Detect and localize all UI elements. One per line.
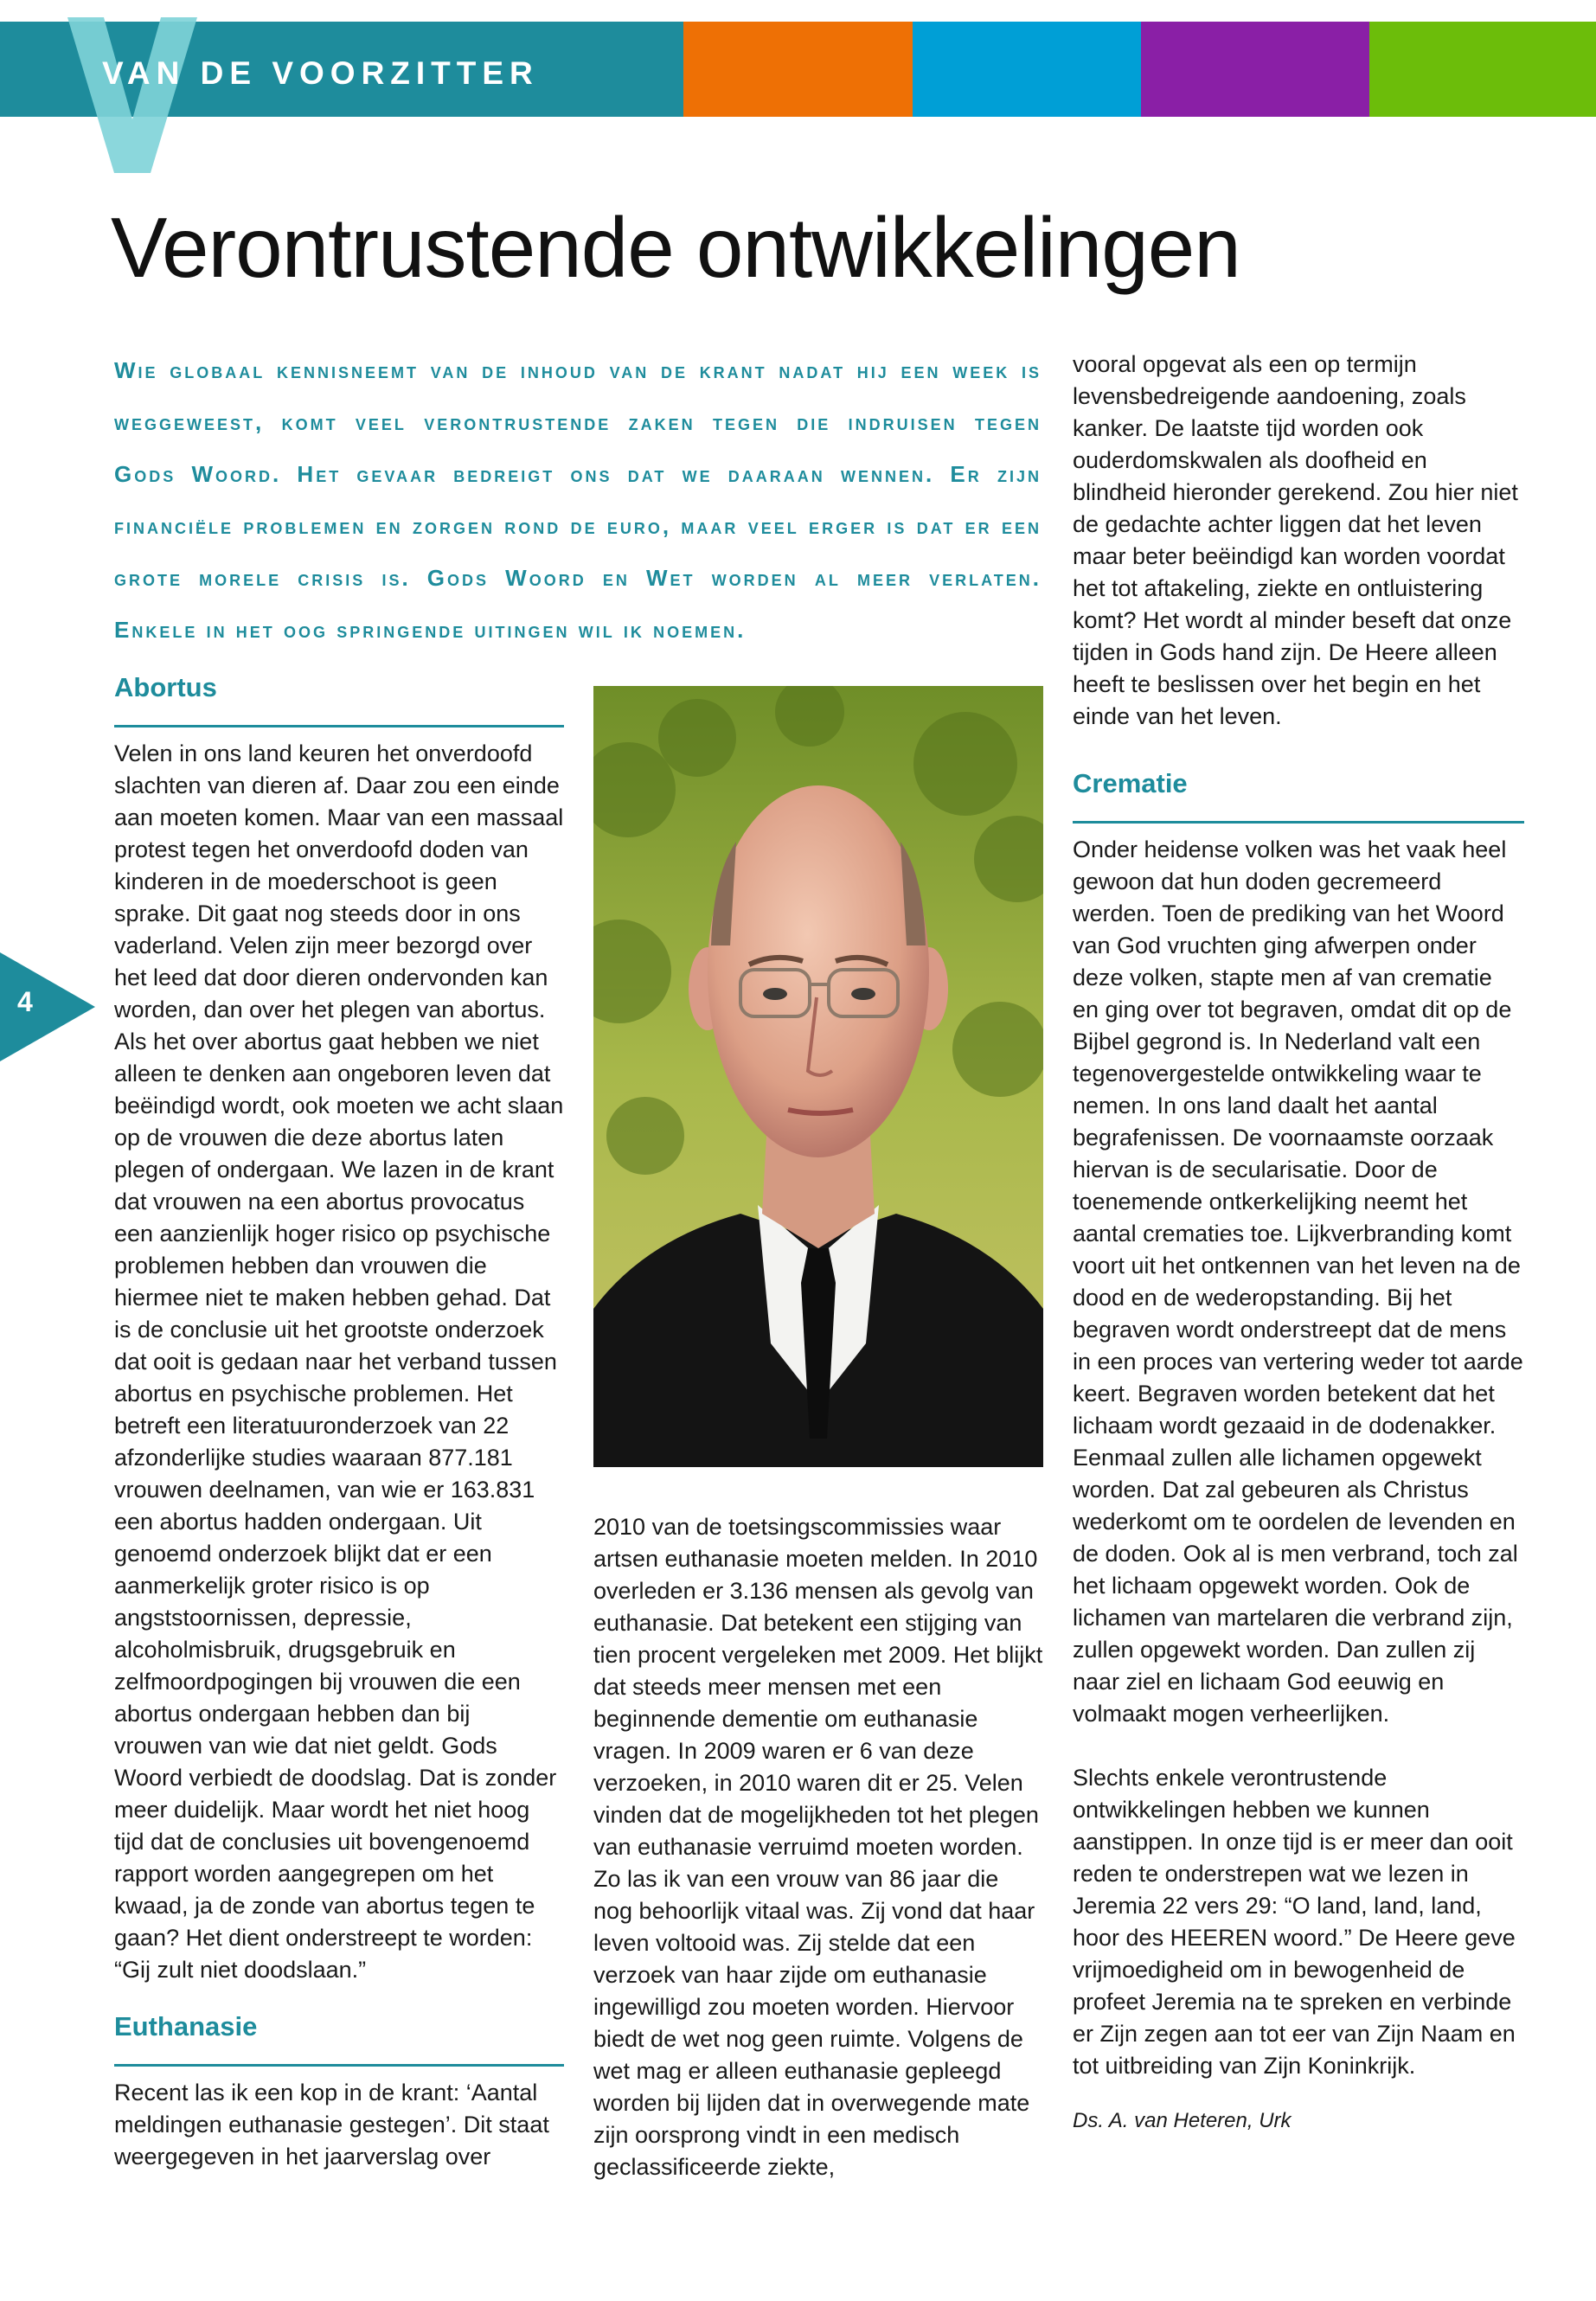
crematie-text: Onder heidense volken was het vaak heel gewoon dat hun doden gecremeerd werden. Toen de prediking van het Woord van God vruchten ging afwerpen onder deze volken, stapte men af van crematie en ging over tot begraven, omdat dit op de Bijbel gegrond is. In Nederland valt een tegenovergestelde ontwikkeling waar te nemen. In ons land daalt het aantal begrafenissen. De voornaamste oorzaak hiervan is de secularisatie. Door de toenemende ontkerkelijking neemt het aantal crematies toe. Lijkverbranding komt voort uit het ontkennen van het leven na de dood en de wederopstanding. Bij het begraven wordt onderstreept dat de mens in een proces van vertering weder tot aarde keert. Begraven worden betekent dat het lichaam wordt gezaaid in de dodenakker. Eenmaal zullen alle lichamen opgewekt worden. Dat zal gebeuren als Christus wederkomt om te oordelen de levenden en de doden. Ook al is men verbrand, toch zal het lichaam opgewekt worden. Ook de lichamen van martelaren die verbrand zijn, zullen opgewekt worden. Dan zullen zij naar ziel en lichaam God eeuwig en volmaakt mogen verheerlijken.: [1073, 836, 1523, 1727]
column-1: [114, 671, 564, 2173]
header-band-green: [1369, 22, 1596, 117]
euthanasie-text-part1: Recent las ik een kop in de krant: ‘Aantal meldingen euthanasie gestegen’. Dit staat weergegeven in het jaarverslag over: [114, 2080, 549, 2170]
header-band-orange: [683, 22, 913, 117]
v-letter-logo: [67, 17, 197, 173]
header-band-blue: [913, 22, 1141, 117]
header-band-purple: [1141, 22, 1369, 117]
page-number: 4: [17, 986, 33, 1017]
euthanasie-text-part2: 2010 van de toetsingscommissies waar artsen euthanasie moeten melden. In 2010 overleden er 3.136 mensen als gevolg van euthanasie. Dat betekent een stijging van tien procent vergeleken met 2009. Het blijkt dat steeds meer mensen met een beginnende dementie om euthanasie vragen. In 2009 waren er 6 van deze verzoeken, in 2010 waren dit er 25. Velen vinden dat de mogelijkheden tot het plegen van euthanasie verruimd moeten worden. Zo las ik van een vrouw van 86 jaar die nog behoorlijk vitaal was. Zij vond dat haar leven voltooid was. Zij stelde dat een verzoek van haar zijde om euthanasie ingewilligd zou moeten worden. Hiervoor biedt de wet nog geen ruimte. Volgens de wet mag er alleen euthanasie gepleegd worden bij lijden dat in overwegende mate zijn oorsprong vindt in een medisch geclassificeerde ziekte,: [593, 1514, 1043, 2180]
author-photo: [593, 686, 1043, 1467]
column-3: [1073, 349, 1524, 2137]
heading-abortus: Abortus: [114, 671, 564, 727]
euthanasie-text-part3: vooral opgevat als een op termijn levensbedreigende aandoening, zoals kanker. De laatste tijd worden ook ouderdomskwalen als doofheid en blindheid hieronder gerekend. Zou hier niet de gedachte achter liggen dat het leven maar beter beëindigd kan worden voordat het tot aftakeling, ziekte en ontluistering komt? Het wordt al minder beseft dat onze tijden in Gods hand zijn. De Heere alleen heeft te beslissen over het begin en het einde van het leven.: [1073, 351, 1518, 729]
abortus-text: Velen in ons land keuren het onverdoofd slachten van dieren af. Daar zou een einde aan moeten komen. Maar van een massaal protest tegen het onverdoofd doden van kinderen in de moederschoot is geen sprake. Dit gaat nog steeds door in ons vaderland. Velen zijn meer bezorgd over het leed dat door dieren ondervonden kan worden, dan over het plegen van abortus. Als het over abortus gaat hebben we niet alleen te denken aan ongeboren leven dat beëindigd wordt, ook moeten we acht slaan op de vrouwen die deze abortus laten plegen of ondergaan. We lazen in de krant dat vrouwen na een abortus provocatus een aanzienlijk hoger risico op psychische problemen hebben dan vrouwen die hiermee niet te maken hebben gehad. Dat is de conclusie uit het grootste onderzoek dat ooit is gedaan naar het verband tussen abortus en psychische problemen. Het betreft een literatuuronderzoek van 22 afzonderlijke studies waaraan 877.181 vrouwen deelnamen, van wie er 163.831 een abortus hadden ondergaan. Uit genoemd onderzoek blijkt dat er een aanmerkelijk groter risico is op angststoornissen, depressie, alcoholmisbruik, drugsgebruik en zelfmoordpogingen bij vrouwen die een abortus ondergaan hebben dan bij vrouwen van wie dat niet geldt. Gods Woord verbiedt de doodslag. Dat is zonder meer duidelijk. Maar wordt het niet hoog tijd dat de conclusies uit bovengenoemd rapport worden aangegrepen om het kwaad, ja de zonde van abortus tegen te gaan? Het dient onderstreept te worden: “Gij zult niet doodslaan.”: [114, 740, 564, 1983]
heading-crematie: Crematie: [1073, 767, 1524, 824]
article-title: Verontrustende ontwikkelingen: [111, 200, 1240, 295]
page-marker: [0, 952, 95, 1061]
article-intro: Wie globaal kennisneemt van de inhoud van de krant nadat hij een week is weggeweest, komt veel verontrustende zaken tegen die indruisen tegen Gods Woord. Het gevaar bedreigt ons dat we daaraan wennen. Er zijn financiële problemen en zorgen rond de euro, maar veel erger is dat er een grote morele crisis is. Gods Woord en Wet worden al meer verlaten. Enkele in het oog springende uitingen wil ik noemen.: [114, 357, 1042, 643]
section-label: VAN DE VOORZITTER: [102, 55, 539, 91]
closing-paragraph: Slechts enkele verontrustende ontwikkelingen hebben we kunnen aanstippen. In onze tijd is er meer dan ooit reden te onderstrepen wat we lezen in Jeremia 22 vers 29: “O land, land, land, hoor des HEEREN woord.” De Heere geve vrijmoedigheid om in bewogenheid de profeet Jeremia na te spreken en verbinde er Zijn zegen aan tot eer van Zijn Naam en tot uitbreiding van Zijn Koninkrijk.: [1073, 1765, 1516, 2079]
heading-euthanasie: Euthanasie: [114, 2010, 564, 2067]
author-signature: Ds. A. van Heteren, Urk: [1073, 2109, 1292, 2132]
column-2: [593, 1511, 1043, 2183]
